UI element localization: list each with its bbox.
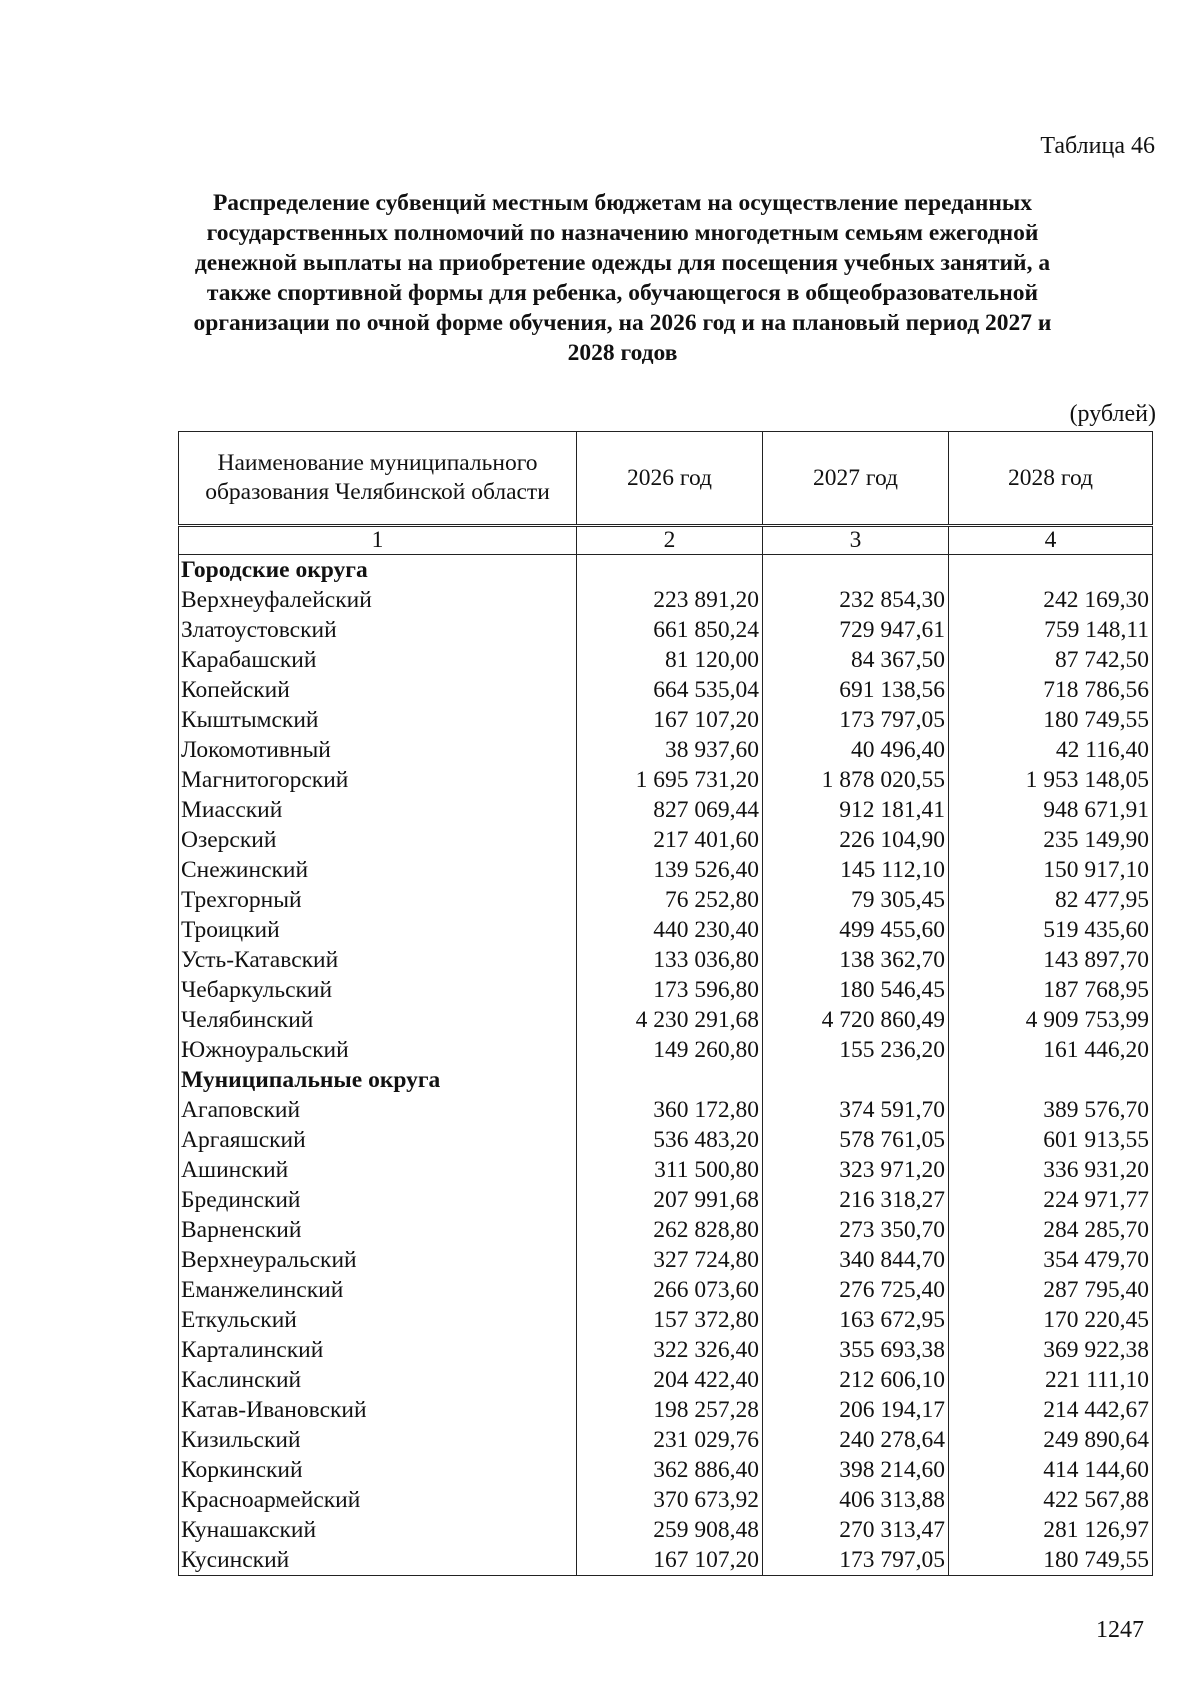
value-2027: 1 878 020,55 xyxy=(763,765,949,795)
value-2027: 4 720 860,49 xyxy=(763,1005,949,1035)
municipality-name: Еткульский xyxy=(179,1305,577,1335)
header-row xyxy=(179,432,1153,526)
value-2027: 173 797,05 xyxy=(763,705,949,735)
value-2027: 398 214,60 xyxy=(763,1455,949,1485)
value-2028: 82 477,95 xyxy=(949,885,1153,915)
empty-cell xyxy=(763,1065,949,1095)
value-2027: 163 672,95 xyxy=(763,1305,949,1335)
value-2028: 242 169,30 xyxy=(949,585,1153,615)
municipality-name: Миасский xyxy=(179,795,577,825)
table-row xyxy=(179,915,1153,945)
value-2027: 270 313,47 xyxy=(763,1515,949,1545)
value-2028: 369 922,38 xyxy=(949,1335,1153,1365)
table-row xyxy=(179,1365,1153,1395)
value-2027: 355 693,38 xyxy=(763,1335,949,1365)
col-number: 2 xyxy=(577,526,763,555)
municipality-name: Карталинский xyxy=(179,1335,577,1365)
municipality-name: Каслинский xyxy=(179,1365,577,1395)
municipality-name: Усть-Катавский xyxy=(179,945,577,975)
page-number: 1247 xyxy=(1096,1617,1144,1643)
table-row xyxy=(179,765,1153,795)
section-row xyxy=(179,555,1153,586)
value-2026: 173 596,80 xyxy=(577,975,763,1005)
col-number: 3 xyxy=(763,526,949,555)
section-row xyxy=(179,1065,1153,1095)
value-2027: 138 362,70 xyxy=(763,945,949,975)
table-row xyxy=(179,645,1153,675)
section-title: Городские округа xyxy=(179,555,577,586)
value-2028: 221 111,10 xyxy=(949,1365,1153,1395)
municipality-name: Кунашакский xyxy=(179,1515,577,1545)
value-2028: 42 116,40 xyxy=(949,735,1153,765)
value-2026: 327 724,80 xyxy=(577,1245,763,1275)
municipality-name: Локомотивный xyxy=(179,735,577,765)
value-2027: 206 194,17 xyxy=(763,1395,949,1425)
municipality-name: Коркинский xyxy=(179,1455,577,1485)
value-2027: 79 305,45 xyxy=(763,885,949,915)
municipality-name: Магнитогорский xyxy=(179,765,577,795)
col-number: 4 xyxy=(949,526,1153,555)
col-header-2026: 2026 год xyxy=(577,432,763,526)
section-title: Муниципальные округа xyxy=(179,1065,577,1095)
value-2028: 948 671,91 xyxy=(949,795,1153,825)
col-number: 1 xyxy=(179,526,577,555)
value-2026: 360 172,80 xyxy=(577,1095,763,1125)
empty-cell xyxy=(577,555,763,586)
value-2026: 259 908,48 xyxy=(577,1515,763,1545)
value-2028: 354 479,70 xyxy=(949,1245,1153,1275)
municipality-name: Варненский xyxy=(179,1215,577,1245)
value-2028: 414 144,60 xyxy=(949,1455,1153,1485)
value-2026: 167 107,20 xyxy=(577,705,763,735)
value-2027: 232 854,30 xyxy=(763,585,949,615)
subvention-table xyxy=(178,431,1153,1576)
empty-cell xyxy=(949,555,1153,586)
municipality-name: Кусинский xyxy=(179,1545,577,1576)
table-row xyxy=(179,735,1153,765)
value-2028: 336 931,20 xyxy=(949,1155,1153,1185)
value-2028: 170 220,45 xyxy=(949,1305,1153,1335)
table-row xyxy=(179,1515,1153,1545)
value-2027: 691 138,56 xyxy=(763,675,949,705)
table-row xyxy=(179,1455,1153,1485)
value-2027: 216 318,27 xyxy=(763,1185,949,1215)
table-row xyxy=(179,1005,1153,1035)
value-2028: 187 768,95 xyxy=(949,975,1153,1005)
municipality-name: Челябинский xyxy=(179,1005,577,1035)
table-row xyxy=(179,885,1153,915)
value-2026: 231 029,76 xyxy=(577,1425,763,1455)
value-2026: 207 991,68 xyxy=(577,1185,763,1215)
value-2028: 180 749,55 xyxy=(949,1545,1153,1576)
value-2026: 198 257,28 xyxy=(577,1395,763,1425)
table-row xyxy=(179,1425,1153,1455)
value-2028: 161 446,20 xyxy=(949,1035,1153,1065)
municipality-name: Копейский xyxy=(179,675,577,705)
value-2027: 276 725,40 xyxy=(763,1275,949,1305)
value-2026: 827 069,44 xyxy=(577,795,763,825)
value-2026: 167 107,20 xyxy=(577,1545,763,1576)
table-row xyxy=(179,1095,1153,1125)
value-2028: 519 435,60 xyxy=(949,915,1153,945)
value-2028: 180 749,55 xyxy=(949,705,1153,735)
value-2026: 262 828,80 xyxy=(577,1215,763,1245)
empty-cell xyxy=(949,1065,1153,1095)
value-2027: 374 591,70 xyxy=(763,1095,949,1125)
table-row xyxy=(179,1155,1153,1185)
table-row xyxy=(179,1485,1153,1515)
value-2028: 235 149,90 xyxy=(949,825,1153,855)
value-2028: 281 126,97 xyxy=(949,1515,1153,1545)
value-2027: 323 971,20 xyxy=(763,1155,949,1185)
municipality-name: Верхнеуфалейский xyxy=(179,585,577,615)
municipality-name: Южноуральский xyxy=(179,1035,577,1065)
value-2027: 340 844,70 xyxy=(763,1245,949,1275)
value-2026: 149 260,80 xyxy=(577,1035,763,1065)
value-2027: 145 112,10 xyxy=(763,855,949,885)
value-2026: 204 422,40 xyxy=(577,1365,763,1395)
value-2026: 266 073,60 xyxy=(577,1275,763,1305)
value-2028: 759 148,11 xyxy=(949,615,1153,645)
value-2028: 287 795,40 xyxy=(949,1275,1153,1305)
municipality-name: Еманжелинский xyxy=(179,1275,577,1305)
value-2027: 912 181,41 xyxy=(763,795,949,825)
municipality-name: Кизильский xyxy=(179,1425,577,1455)
municipality-name: Трехгорный xyxy=(179,885,577,915)
municipality-name: Красноармейский xyxy=(179,1485,577,1515)
value-2028: 214 442,67 xyxy=(949,1395,1153,1425)
municipality-name: Чебаркульский xyxy=(179,975,577,1005)
value-2026: 76 252,80 xyxy=(577,885,763,915)
value-2027: 173 797,05 xyxy=(763,1545,949,1576)
value-2027: 155 236,20 xyxy=(763,1035,949,1065)
municipality-name: Карабашский xyxy=(179,645,577,675)
table-row xyxy=(179,795,1153,825)
value-2027: 226 104,90 xyxy=(763,825,949,855)
municipality-name: Агаповский xyxy=(179,1095,577,1125)
municipality-name: Ашинский xyxy=(179,1155,577,1185)
municipality-name: Катав-Ивановский xyxy=(179,1395,577,1425)
value-2028: 389 576,70 xyxy=(949,1095,1153,1125)
value-2026: 139 526,40 xyxy=(577,855,763,885)
value-2027: 406 313,88 xyxy=(763,1485,949,1515)
value-2026: 362 886,40 xyxy=(577,1455,763,1485)
value-2028: 1 953 148,05 xyxy=(949,765,1153,795)
value-2026: 133 036,80 xyxy=(577,945,763,975)
table-row xyxy=(179,1275,1153,1305)
value-2028: 601 913,55 xyxy=(949,1125,1153,1155)
table-row xyxy=(179,615,1153,645)
table-row xyxy=(179,1035,1153,1065)
value-2026: 38 937,60 xyxy=(577,735,763,765)
value-2026: 223 891,20 xyxy=(577,585,763,615)
value-2028: 284 285,70 xyxy=(949,1215,1153,1245)
col-header-municipality: Наименование муниципального образования Челябинской области xyxy=(179,432,577,526)
municipality-name: Снежинский xyxy=(179,855,577,885)
value-2028: 143 897,70 xyxy=(949,945,1153,975)
table-row xyxy=(179,1305,1153,1335)
value-2027: 240 278,64 xyxy=(763,1425,949,1455)
value-2028: 150 917,10 xyxy=(949,855,1153,885)
value-2026: 217 401,60 xyxy=(577,825,763,855)
municipality-name: Брединский xyxy=(179,1185,577,1215)
municipality-name: Кыштымский xyxy=(179,705,577,735)
table-row xyxy=(179,1395,1153,1425)
value-2026: 370 673,92 xyxy=(577,1485,763,1515)
table-row xyxy=(179,855,1153,885)
value-2026: 536 483,20 xyxy=(577,1125,763,1155)
table-row xyxy=(179,1215,1153,1245)
table-row xyxy=(179,945,1153,975)
value-2026: 664 535,04 xyxy=(577,675,763,705)
table-row xyxy=(179,705,1153,735)
table-row xyxy=(179,825,1153,855)
municipality-name: Аргаяшский xyxy=(179,1125,577,1155)
table-row xyxy=(179,585,1153,615)
value-2027: 499 455,60 xyxy=(763,915,949,945)
value-2028: 4 909 753,99 xyxy=(949,1005,1153,1035)
value-2026: 4 230 291,68 xyxy=(577,1005,763,1035)
value-2027: 84 367,50 xyxy=(763,645,949,675)
table-row xyxy=(179,975,1153,1005)
column-number-row xyxy=(179,526,1153,555)
unit-label: (рублей) xyxy=(1069,401,1156,427)
value-2027: 729 947,61 xyxy=(763,615,949,645)
document-title: Распределение субвенций местным бюджетам на осуществление переданных государственных полномочий по назначению многодетным семьям ежегодной денежной выплаты на приобретение одежды для посещения учебных занятий, а также спортивной формы для ребенка, обучающегося в общеобразовательной организации по очной форме обучения, на 2026 год и на плановый период 2027 и 2028 годов xyxy=(193,190,1052,366)
table-body xyxy=(179,555,1153,1576)
col-header-2028: 2028 год xyxy=(949,432,1153,526)
table-row xyxy=(179,1245,1153,1275)
table-row xyxy=(179,1335,1153,1365)
table-row xyxy=(179,1185,1153,1215)
value-2026: 311 500,80 xyxy=(577,1155,763,1185)
municipality-name: Златоустовский xyxy=(179,615,577,645)
value-2026: 81 120,00 xyxy=(577,645,763,675)
value-2027: 180 546,45 xyxy=(763,975,949,1005)
municipality-name: Троицкий xyxy=(179,915,577,945)
value-2027: 273 350,70 xyxy=(763,1215,949,1245)
municipality-name: Верхнеуральский xyxy=(179,1245,577,1275)
table-row xyxy=(179,675,1153,705)
table-row xyxy=(179,1545,1153,1576)
value-2028: 422 567,88 xyxy=(949,1485,1153,1515)
value-2026: 1 695 731,20 xyxy=(577,765,763,795)
col-header-2027: 2027 год xyxy=(763,432,949,526)
value-2026: 661 850,24 xyxy=(577,615,763,645)
empty-cell xyxy=(577,1065,763,1095)
value-2028: 718 786,56 xyxy=(949,675,1153,705)
value-2027: 578 761,05 xyxy=(763,1125,949,1155)
value-2027: 40 496,40 xyxy=(763,735,949,765)
value-2028: 249 890,64 xyxy=(949,1425,1153,1455)
value-2026: 440 230,40 xyxy=(577,915,763,945)
value-2027: 212 606,10 xyxy=(763,1365,949,1395)
value-2028: 224 971,77 xyxy=(949,1185,1153,1215)
table-row xyxy=(179,1125,1153,1155)
table-header xyxy=(179,432,1153,555)
value-2028: 87 742,50 xyxy=(949,645,1153,675)
table-label: Таблица 46 xyxy=(1040,133,1155,159)
empty-cell xyxy=(763,555,949,586)
value-2026: 322 326,40 xyxy=(577,1335,763,1365)
municipality-name: Озерский xyxy=(179,825,577,855)
value-2026: 157 372,80 xyxy=(577,1305,763,1335)
